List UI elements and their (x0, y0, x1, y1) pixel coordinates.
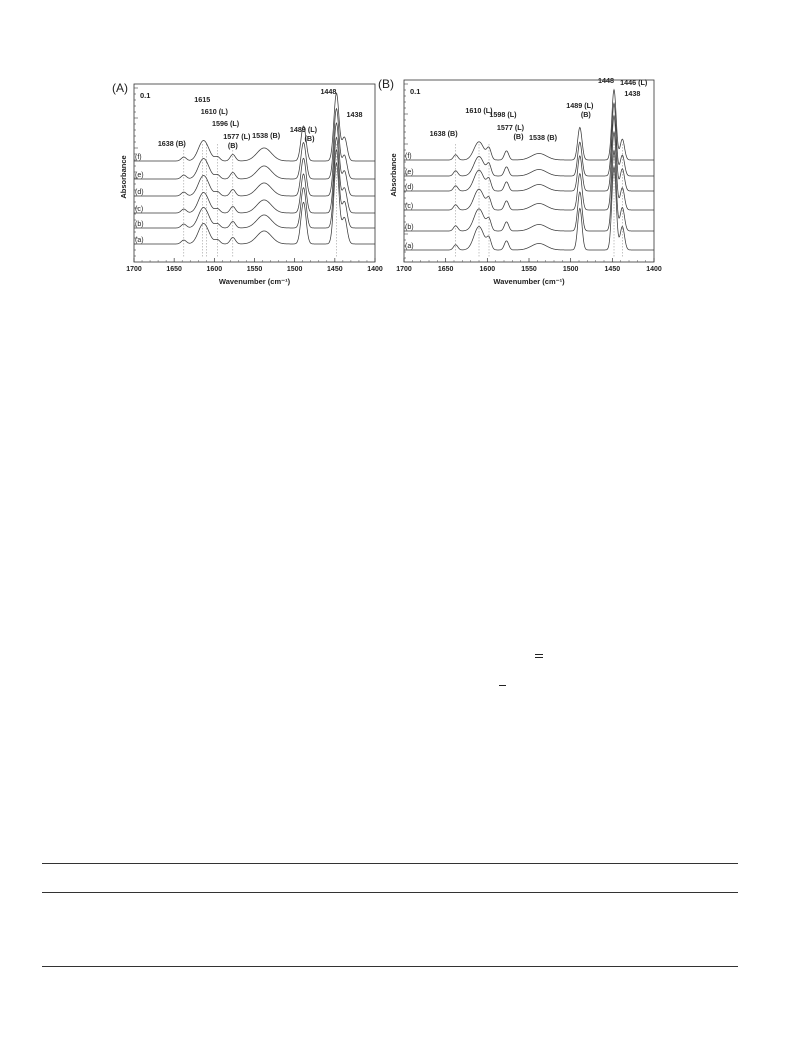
x-tick-label: 1700 (126, 266, 142, 273)
peak-annotation: 1577 (L) (223, 132, 251, 141)
peak-annotation: (B) (304, 134, 315, 143)
table-top-rule (42, 863, 738, 864)
equals-mark (535, 654, 543, 655)
series-label: (a) (405, 243, 414, 250)
peak-annotation: 1610 (L) (200, 107, 228, 116)
table-header-rule (42, 892, 738, 893)
x-tick-label: 1450 (327, 266, 343, 273)
equals-mark-lower (535, 657, 543, 658)
minus-mark (499, 685, 506, 686)
series-label: (f) (405, 153, 412, 160)
table-bottom-rule (42, 966, 738, 967)
y-axis-title: Absorbance (119, 155, 128, 199)
x-tick-label: 1650 (437, 266, 454, 273)
peak-annotation: 1615 (194, 95, 211, 104)
peak-annotation: 1638 (B) (429, 129, 458, 138)
series-label: (a) (135, 237, 144, 244)
series-label: (b) (135, 221, 144, 228)
peak-annotation: 1610 (L) (465, 106, 493, 115)
ir-spectra-chart-a (112, 74, 404, 304)
peak-annotation: 1446 (L) (620, 78, 648, 87)
peak-annotation: 1438 (346, 110, 363, 119)
x-tick-label: 1600 (206, 266, 223, 273)
panel-label: (B) (378, 77, 394, 91)
x-tick-label: 1700 (396, 266, 412, 273)
series-label: (d) (135, 189, 144, 196)
spectrum-line (404, 167, 654, 250)
scale-bar-label: 0.1 (140, 91, 151, 100)
series-label: (c) (135, 206, 144, 213)
panel-label: (A) (112, 81, 128, 95)
x-tick-label: 1400 (367, 266, 383, 273)
peak-annotation: 1598 (L) (489, 110, 517, 119)
ir-spectra-panel-a (112, 74, 404, 304)
peak-annotation: 1577 (L) (496, 123, 525, 132)
x-tick-label: 1550 (521, 266, 537, 273)
peak-annotation: (B) (580, 110, 591, 119)
y-axis-title: Absorbance (389, 153, 398, 197)
x-tick-label: 1500 (286, 266, 303, 273)
x-tick-label: 1550 (246, 266, 263, 273)
peak-annotation: (B) (513, 132, 524, 141)
series-label: (e) (405, 169, 414, 176)
x-tick-label: 1400 (646, 266, 662, 273)
series-label: (d) (405, 184, 414, 191)
scale-bar-label: 0.1 (410, 87, 421, 96)
peak-annotation: 1489 (L) (289, 125, 318, 134)
x-axis-title: Wavenumber (cm⁻¹) (218, 277, 291, 286)
peak-annotation: 1489 (L) (566, 101, 594, 110)
peak-annotation: 1538 (B) (252, 131, 281, 140)
series-label: (f) (135, 154, 142, 161)
series-label: (e) (135, 172, 144, 179)
peak-annotation: 1448 (598, 76, 614, 85)
x-tick-label: 1500 (562, 266, 579, 273)
peak-annotation: 1538 (B) (529, 133, 557, 142)
series-label: (b) (405, 224, 414, 231)
series-label: (c) (405, 203, 414, 210)
x-tick-label: 1600 (479, 266, 496, 273)
peak-annotation: 1438 (624, 89, 641, 98)
peak-annotation: (B) (227, 141, 238, 150)
x-tick-label: 1650 (166, 266, 182, 273)
x-axis-title: Wavenumber (cm⁻¹) (493, 277, 565, 286)
ir-spectra-panel-b (378, 74, 670, 304)
peak-annotation: 1448 (320, 87, 337, 96)
x-tick-label: 1450 (604, 266, 621, 273)
peak-annotation: 1596 (L) (211, 119, 240, 128)
peak-annotation: 1638 (B) (157, 139, 186, 148)
ir-spectra-chart-b (378, 74, 670, 304)
